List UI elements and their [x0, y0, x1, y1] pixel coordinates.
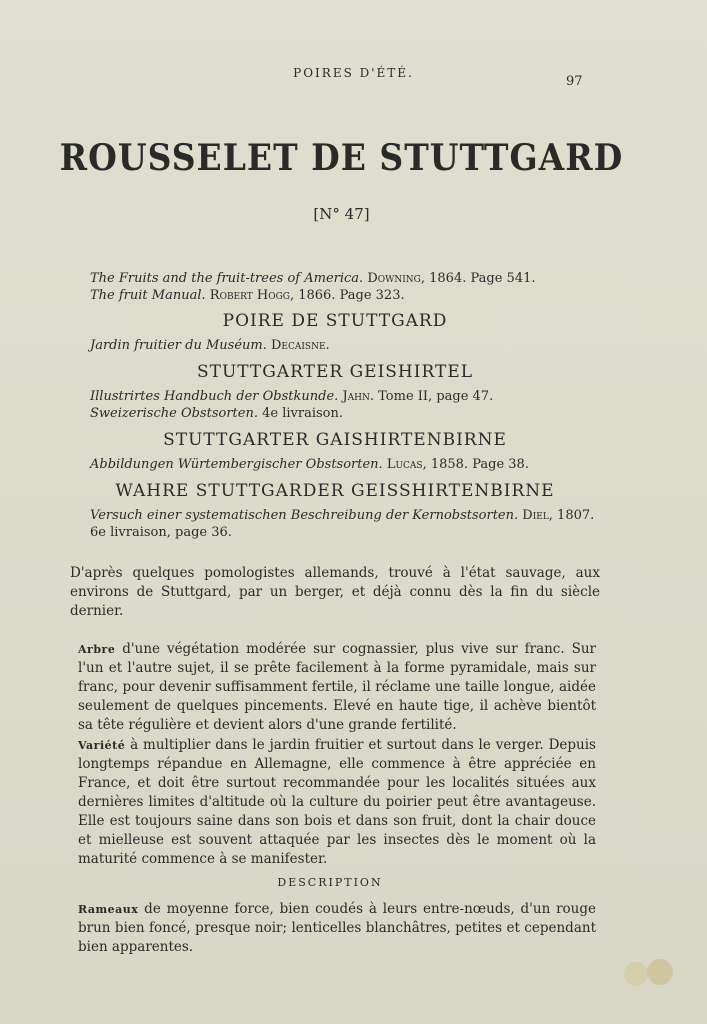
synonym-heading: STUTTGARTER GEISHIRTEL [196, 362, 474, 382]
intro-paragraph: D'après quelques pomologistes allemands, trouvé à l'état sauvage, aux environs de Stuttgard, par un berger, et déjà connu dès la fin du siècle dernier. [70, 565, 600, 619]
rameaux-paragraph: Rameaux de moyenne force, bien coudés à leurs entre-nœuds, d'un rouge brun bien foncé, presque noir; lenticelles blanchâtres, petites et cependant bien apparentes. [78, 901, 596, 955]
variety-number: [N° 47] [313, 205, 370, 223]
reference-line: The Fruits and the fruit-trees of America. Downing, 1864. Page 541. [90, 271, 536, 286]
page-title: ROUSSELET DE STUTTGARD [59, 136, 624, 179]
synonym-heading: STUTTGARTER GAISHIRTENBIRNE [163, 430, 507, 450]
description-heading: DESCRIPTION [277, 876, 383, 889]
reference-line: Versuch einer systematischen Beschreibung der Kernobstsorten. Diel, 1807. [90, 508, 595, 523]
variete-paragraph: Variété à multiplier dans le jardin fruitier et surtout dans le verger. Depuis longtemps répandue en Allemagne, elle commence à être appréciée en France, et doit être surtout recommandée pour les localités situées aux dernières limites d'altitude où la culture du poirier peut être avantageuse. Elle est toujours saine dans son bois et dans son fruit, dont la chair douce et mielleuse est souvent attaquée par les insectes dès le moment où la maturité commence à se manifester. [78, 737, 596, 867]
reference-line: 6e livraison, page 36. [90, 525, 232, 540]
reference-line: Jardin fruitier du Muséum. Decaisne. [90, 338, 330, 353]
reference-line: The fruit Manual. Robert Hogg, 1866. Page 323. [90, 288, 405, 303]
synonym-heading: WAHRE STUTTGARDER GEISSHIRTENBIRNE [115, 481, 555, 501]
reference-line: Illustrirtes Handbuch der Obstkunde. Jahn. Tome II, page 47. [90, 389, 494, 404]
page-number: 97 [566, 74, 583, 89]
running-head: POIRES D'ÉTÉ. [293, 66, 414, 80]
arbre-paragraph: Arbre d'une végétation modérée sur cognassier, plus vive sur franc. Sur l'un et l'autre sujet, il se prête facilement à la forme pyramidale, mais sur franc, pour devenir suffisamment fertile, il réclame une taille longue, aidée seulement de quelques pincements. Elevé en haute tige, il achève bientôt sa tête régulière et devient alors d'une grande fertilité. [78, 641, 596, 733]
fruit-illustration-fragment [618, 950, 678, 990]
reference-line: Sweizerische Obstsorten. 4e livraison. [90, 406, 343, 421]
synonym-heading: POIRE DE STUTTGARD [222, 311, 448, 331]
reference-line: Abbildungen Würtembergischer Obstsorten. Lucas, 1858. Page 38. [90, 457, 529, 472]
